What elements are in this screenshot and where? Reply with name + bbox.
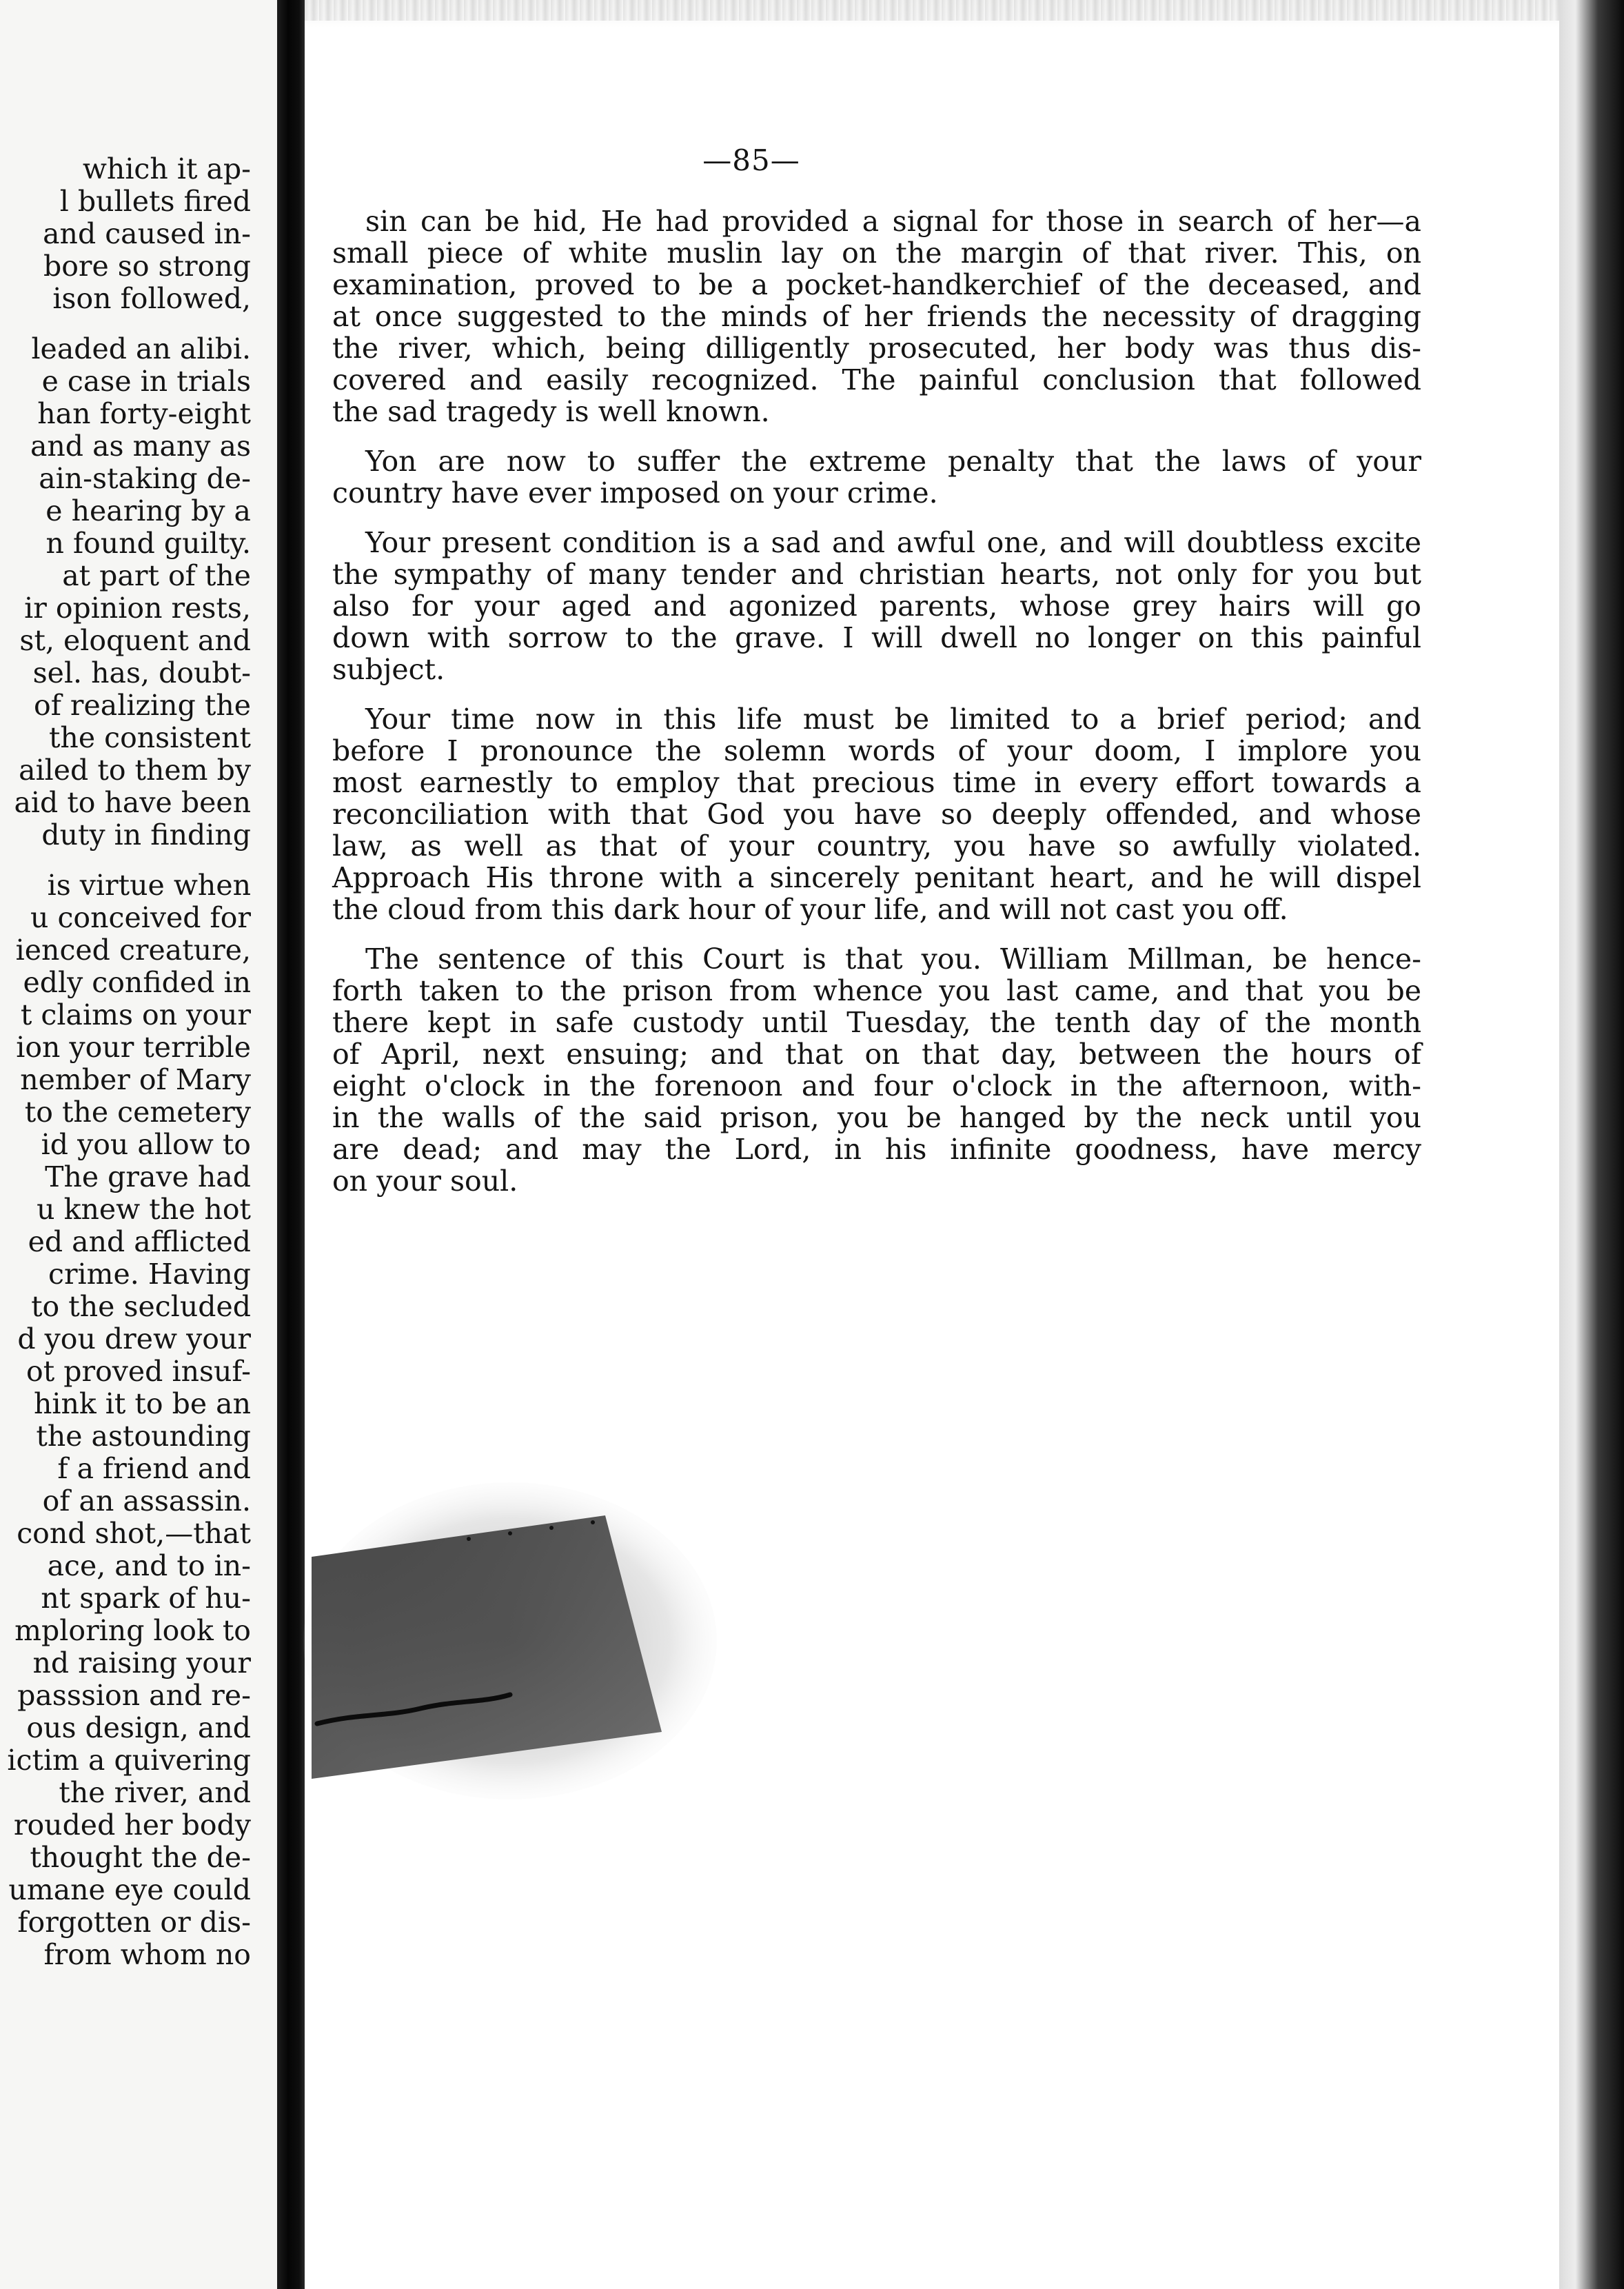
text-line: covered and easily recognized. The painful conclusion that followed <box>332 363 1421 396</box>
text-line: on your soul. <box>332 1164 518 1198</box>
left-page-line: and caused in- <box>43 217 251 250</box>
left-page-line: mploring look to <box>14 1614 251 1647</box>
left-page-line: ot proved insuf- <box>26 1355 251 1388</box>
left-page-line: at part of the <box>62 559 251 592</box>
left-page-line: ison followed, <box>52 282 251 315</box>
left-page-line: nt spark of hu- <box>41 1582 251 1615</box>
text-line: The sentence of this Court is that you. William Millman, be hence- <box>365 942 1421 976</box>
left-page-line: l bullets fired <box>59 185 251 218</box>
left-page-line: ous design, and <box>26 1711 251 1744</box>
page-body-text <box>332 205 1421 1215</box>
text-line: examination, proved to be a pocket-handkerchief of the deceased, and <box>332 268 1421 301</box>
left-page-line: aid to have been <box>14 786 251 819</box>
text-line: reconciliation with that God you have so deeply offended, and whose <box>332 798 1421 831</box>
left-page-line: of realizing the <box>34 689 251 722</box>
text-line: most earnestly to employ that precious time in every effort towards a <box>332 766 1421 799</box>
page-number: —85— <box>702 143 800 177</box>
left-page-line: rouded her body <box>13 1808 251 1842</box>
left-page-line: nd raising your <box>32 1646 251 1680</box>
left-page-line: ed and afflicted <box>28 1225 251 1258</box>
left-page-line: passsion and re- <box>17 1679 251 1712</box>
left-page-line: f a friend and <box>57 1452 251 1485</box>
left-page-line: ailed to them by <box>19 754 251 787</box>
left-page-line: is virtue when <box>47 869 251 902</box>
left-page-line: which it ap- <box>82 152 251 185</box>
text-line: down with sorrow to the grave. I will dwell no longer on this painful <box>332 621 1421 654</box>
left-page-line: edly confided in <box>23 966 251 999</box>
left-page-line: ain-staking de- <box>39 462 251 495</box>
text-line: there kept in safe custody until Tuesday, the tenth day of the month <box>332 1006 1421 1039</box>
text-line: subject. <box>332 653 445 686</box>
left-page-line: ace, and to in- <box>47 1549 251 1582</box>
left-page-line: the consistent <box>48 721 251 754</box>
left-page-line: ion your terrible <box>16 1031 251 1064</box>
paragraph <box>332 527 1421 685</box>
left-page-line: d you drew your <box>17 1322 251 1355</box>
paragraph <box>332 445 1421 509</box>
text-line: before I pronounce the solemn words of your doom, I implore you <box>332 734 1421 767</box>
left-page-line: cond shot,—that <box>17 1517 251 1550</box>
left-page-line: han forty-eight <box>37 397 251 430</box>
text-line: Your present condition is a sad and awful one, and will doubtless excite <box>365 526 1421 559</box>
paragraph <box>332 943 1421 1197</box>
left-page-line: u knew the hot <box>37 1193 251 1226</box>
text-line: the sympathy of many tender and christian hearts, not only for you but <box>332 558 1421 591</box>
text-line: at once suggested to the minds of her friends the necessity of dragging <box>332 300 1421 333</box>
left-page-line: u conceived for <box>30 901 251 934</box>
left-page-line: t claims on your <box>20 998 251 1031</box>
text-line: law, as well as that of your country, you have so awfully violated. <box>332 829 1421 863</box>
left-page-line: hink it to be an <box>33 1387 251 1420</box>
text-line: the river, which, being dilligently prosecuted, her body was thus dis- <box>332 332 1421 365</box>
text-line: in the walls of the said prison, you be hanged by the neck until you <box>332 1101 1421 1134</box>
left-page-line: bore so strong <box>43 250 251 283</box>
left-page-line: of an assassin. <box>42 1484 251 1517</box>
left-page-line: from whom no <box>43 1938 251 1971</box>
left-page-line: e case in trials <box>41 365 251 398</box>
left-page-line: and as many as <box>30 430 251 463</box>
text-line: sin can be hid, He had provided a signal for those in search of her—a <box>365 205 1421 238</box>
text-line: of April, next ensuing; and that on that day, between the hours of <box>332 1038 1421 1071</box>
left-page-line: forgotten or dis- <box>17 1906 251 1939</box>
text-line: Yon are now to suffer the extreme penalty that the laws of your <box>365 445 1421 478</box>
left-page-line: ienced creature, <box>15 934 251 967</box>
left-page-line: the river, and <box>59 1776 251 1809</box>
text-line: eight o'clock in the forenoon and four o'clock in the afternoon, with- <box>332 1069 1421 1102</box>
left-page-text <box>0 153 251 1971</box>
left-page-line: the astounding <box>36 1420 251 1453</box>
left-page-line: id you allow to <box>41 1128 251 1161</box>
text-line: the cloud from this dark hour of your life, and will not cast you off. <box>332 893 1288 926</box>
paragraph <box>332 205 1421 427</box>
left-page-line: ir opinion rests, <box>24 592 251 625</box>
text-line: small piece of white muslin lay on the margin of that river. This, on <box>332 236 1421 270</box>
left-page-line: duty in finding <box>41 818 251 851</box>
text-line: Approach His throne with a sincerely penitant heart, and he will dispel <box>332 861 1421 894</box>
text-line: the sad tragedy is well known. <box>332 395 770 428</box>
paragraph <box>332 703 1421 925</box>
left-page-line: umane eye could <box>8 1873 251 1906</box>
text-line: also for your aged and agonized parents, whose grey hairs will go <box>332 589 1421 623</box>
left-page-line: to the cemetery <box>24 1096 251 1129</box>
page-top-edge <box>305 0 1559 21</box>
left-page-line: crime. Having <box>48 1258 251 1291</box>
left-page-line: The grave had <box>45 1160 251 1193</box>
text-line: country have ever imposed on your crime. <box>332 476 938 510</box>
binding-gutter <box>277 0 305 2289</box>
left-page-line: n found guilty. <box>45 527 251 560</box>
left-page-fragment <box>0 0 278 2289</box>
text-line: Your time now in this life must be limited to a brief period; and <box>365 703 1421 736</box>
left-page-line: st, eloquent and <box>19 624 251 657</box>
page-right-edge <box>1559 0 1624 2289</box>
left-page-line: e hearing by a <box>45 494 251 527</box>
left-page-line: thought the de- <box>30 1841 251 1874</box>
left-page-line: leaded an alibi. <box>31 332 251 365</box>
left-page-line: to the secluded <box>31 1290 251 1323</box>
left-page-line: ictim a quivering <box>7 1744 251 1777</box>
text-line: are dead; and may the Lord, in his infinite goodness, have mercy <box>332 1133 1421 1166</box>
text-line: forth taken to the prison from whence you last came, and that you be <box>332 974 1421 1007</box>
left-page-line: nember of Mary <box>20 1063 251 1096</box>
left-page-line: sel. has, doubt- <box>32 656 251 689</box>
